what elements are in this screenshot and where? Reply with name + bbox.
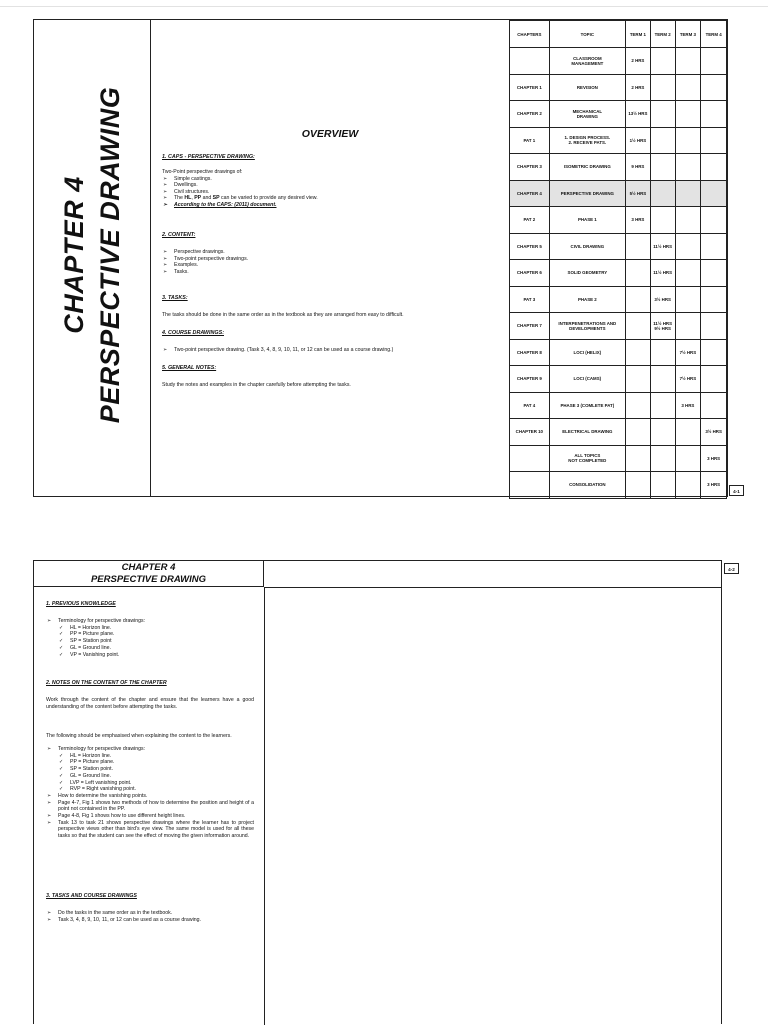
course-list bbox=[162, 347, 502, 354]
term1-cell bbox=[626, 286, 651, 313]
term3-cell bbox=[675, 48, 701, 75]
term4-cell bbox=[701, 286, 727, 313]
header-cell: TERM 4 bbox=[701, 21, 727, 48]
term1-cell: 2 HRS bbox=[626, 48, 651, 75]
list-item: ➢ Perspective drawings. bbox=[162, 249, 502, 256]
term3-cell bbox=[675, 207, 701, 234]
header-cell: TOPIC bbox=[549, 21, 625, 48]
term4-cell bbox=[701, 339, 727, 366]
chapter-cell: CHAPTER 5 bbox=[510, 233, 550, 260]
list-item: ➢ Page 4-8, Fig 1 shows how to use different height lines. bbox=[46, 813, 254, 820]
term1-cell bbox=[626, 260, 651, 287]
term-item: ✓ PP = Picture plane. bbox=[46, 631, 254, 638]
term3-cell bbox=[675, 445, 701, 472]
term2-cell bbox=[650, 101, 675, 128]
table-row bbox=[510, 207, 727, 234]
term3-cell bbox=[675, 127, 701, 154]
table-row bbox=[510, 180, 727, 207]
term1-cell bbox=[626, 445, 651, 472]
tasks-course-heading: 3. TASKS AND COURSE DRAWINGS bbox=[46, 893, 137, 899]
caps-list bbox=[162, 169, 502, 209]
term2-cell bbox=[650, 154, 675, 181]
term-item: ✓ SP = Station point. bbox=[46, 766, 254, 773]
term1-cell bbox=[626, 366, 651, 393]
caps-intro: Two-Point perspective drawings of: bbox=[162, 169, 243, 175]
list-item-caps-reference: ➢ According to the CAPS: (2011) document. bbox=[162, 202, 502, 209]
term2-cell bbox=[650, 207, 675, 234]
course-heading: 4. COURSE DRAWINGS: bbox=[162, 330, 224, 336]
term2-cell bbox=[650, 339, 675, 366]
list-item: ➢ Do the tasks in the same order as in the textbook. bbox=[46, 910, 254, 917]
list-item-view bbox=[162, 195, 502, 202]
term1-cell: 13½ HRS bbox=[626, 101, 651, 128]
term-item: ✓ GL = Ground line. bbox=[46, 645, 254, 652]
caps-heading: 1. CAPS - PERSPECTIVE DRAWING: bbox=[162, 154, 255, 160]
header-cell: TERM 2 bbox=[650, 21, 675, 48]
term3-cell: 7½ HRS bbox=[675, 366, 701, 393]
term3-cell bbox=[675, 233, 701, 260]
chapter-cell: PAT 1 bbox=[510, 127, 550, 154]
term3-cell bbox=[675, 472, 701, 499]
term2-cell bbox=[650, 180, 675, 207]
term1-cell bbox=[626, 472, 651, 499]
term1-cell bbox=[626, 233, 651, 260]
term1-cell bbox=[626, 419, 651, 446]
list-item: ➢ Terminology for perspective drawings: bbox=[46, 746, 254, 753]
term4-cell bbox=[701, 260, 727, 287]
term3-cell bbox=[675, 419, 701, 446]
term1-cell bbox=[626, 339, 651, 366]
term4-cell bbox=[701, 392, 727, 419]
term1-cell bbox=[626, 392, 651, 419]
list-item: ➢ Terminology for perspective drawings: bbox=[46, 618, 254, 625]
term4-cell bbox=[701, 48, 727, 75]
chapter-title: PERSPECTIVE DRAWING bbox=[95, 86, 125, 424]
term-item: ✓ SP = Station point bbox=[46, 638, 254, 645]
header-divider bbox=[264, 587, 721, 588]
text-fragment: The bbox=[174, 195, 185, 202]
term1-cell: 9 HRS bbox=[626, 154, 651, 181]
term4-cell bbox=[701, 154, 727, 181]
chapter-cell: PAT 3 bbox=[510, 286, 550, 313]
topic-cell: PHASE 1 bbox=[549, 207, 625, 234]
page-number-badge: 4-2 bbox=[724, 563, 739, 574]
chapter-cell: CHAPTER 7 bbox=[510, 313, 550, 340]
topic-cell: CLASSROOM MANAGEMENT bbox=[549, 48, 625, 75]
table-row bbox=[510, 233, 727, 260]
topic-cell: PHASE 2 bbox=[549, 286, 625, 313]
term2-cell bbox=[650, 445, 675, 472]
chapter-label: CHAPTER 4 bbox=[121, 562, 176, 573]
term-pp: PP bbox=[194, 195, 202, 202]
topic-cell: MECHANICAL DRAWING bbox=[549, 101, 625, 128]
term2-cell bbox=[650, 74, 675, 101]
list-item: ➢ Dwellings. bbox=[162, 182, 502, 189]
term4-cell bbox=[701, 101, 727, 128]
prev-knowledge-heading: 1. PREVIOUS KNOWLEDGE bbox=[46, 601, 116, 607]
term-item: ✓ HL = Horizon line. bbox=[46, 625, 254, 632]
topic-cell: PHASE 3 (COMLETE PAT) bbox=[549, 392, 625, 419]
term2-cell bbox=[650, 127, 675, 154]
list-item: ➢ How to determine the vanishing points. bbox=[46, 793, 254, 800]
chapter-cell bbox=[510, 48, 550, 75]
term2-cell bbox=[650, 366, 675, 393]
chapter-label: CHAPTER 4 bbox=[59, 176, 89, 334]
topic-cell: ELECTRICAL DRAWING bbox=[549, 419, 625, 446]
list-item: ➢ Two-point perspective drawings. bbox=[162, 256, 502, 263]
table-header-row bbox=[510, 21, 727, 48]
chapter-cell: CHAPTER 10 bbox=[510, 419, 550, 446]
list-item: ➢ Two-point perspective drawing. (Task 3, 4, 8, 9, 10, 11, or 12 can be used as a course drawing.) bbox=[162, 347, 502, 354]
table-row bbox=[510, 419, 727, 446]
chapter-cell: PAT 2 bbox=[510, 207, 550, 234]
term1-cell: 3 HRS bbox=[626, 207, 651, 234]
term4-cell bbox=[701, 366, 727, 393]
chapter-title: PERSPECTIVE DRAWING bbox=[90, 574, 207, 585]
term1-cell: 2 HRS bbox=[626, 74, 651, 101]
term-item: ✓ RVP = Right vanishing point. bbox=[46, 786, 254, 793]
term3-cell: 7½ HRS bbox=[675, 339, 701, 366]
term-item: ✓ PP = Picture plane. bbox=[46, 759, 254, 766]
term4-cell bbox=[701, 313, 727, 340]
term4-cell bbox=[701, 74, 727, 101]
top-divider bbox=[0, 6, 768, 7]
page-header bbox=[34, 561, 264, 587]
term1-cell bbox=[626, 313, 651, 340]
table-row bbox=[510, 445, 727, 472]
chapter-cell: CHAPTER 1 bbox=[510, 74, 550, 101]
table-row bbox=[510, 366, 727, 393]
overview-heading: OVERVIEW bbox=[301, 128, 359, 140]
table-row bbox=[510, 74, 727, 101]
term2-cell bbox=[650, 419, 675, 446]
chapter-cell bbox=[510, 445, 550, 472]
list-item: ➢ Civil structures. bbox=[162, 189, 502, 196]
page-number-badge: 4-1 bbox=[729, 485, 744, 496]
table-row bbox=[510, 48, 727, 75]
list-item: ➢ Task 3, 4, 8, 9, 10, 11, or 12 can be used as a course drawing. bbox=[46, 917, 254, 924]
text-fragment: can be varied to provide any desired view. bbox=[219, 195, 318, 202]
overview-body bbox=[151, 20, 510, 496]
chapter-cell: PAT 4 bbox=[510, 392, 550, 419]
term3-cell bbox=[675, 260, 701, 287]
notes-para-1: Work through the content of the chapter and ensure that the learners have a good understanding of the content before attempting the tasks. bbox=[46, 697, 254, 710]
table-row bbox=[510, 339, 727, 366]
term4-cell bbox=[701, 207, 727, 234]
topic-cell: LOCI (HELIX) bbox=[549, 339, 625, 366]
header-cell: TERM 1 bbox=[626, 21, 651, 48]
term3-cell bbox=[675, 74, 701, 101]
topic-cell: 1. DESIGN PROCESS. 2. RECEIVE PATS. bbox=[549, 127, 625, 154]
term3-cell: 3 HRS bbox=[675, 392, 701, 419]
topic-cell: CONSOLIDATION bbox=[549, 472, 625, 499]
term2-cell: 11½ HRS 9½ HRS bbox=[650, 313, 675, 340]
term-item: ✓ HL = Horizon line. bbox=[46, 753, 254, 760]
text-fragment: , bbox=[191, 195, 195, 202]
topic-cell: PERSPECTIVE DRAWING bbox=[549, 180, 625, 207]
table-row bbox=[510, 313, 727, 340]
content-heading: 2. CONTENT: bbox=[162, 232, 196, 238]
list-item: ➢ Simple castings. bbox=[162, 176, 502, 183]
tasks-text: The tasks should be done in the same order as in the textbook as they are arranged from easy to difficult. bbox=[162, 312, 404, 318]
term3-cell bbox=[675, 154, 701, 181]
text-fragment: and bbox=[201, 195, 213, 202]
term2-cell bbox=[650, 48, 675, 75]
notes-para-2: The following should be emphasised when explaining the content to the learners. bbox=[46, 733, 232, 739]
page-overview bbox=[33, 19, 728, 497]
topic-cell: ISOMETRIC DRAWING bbox=[549, 154, 625, 181]
chapter-title-panel bbox=[34, 20, 151, 496]
term-item: ✓ LVP = Left vanishing point. bbox=[46, 780, 254, 787]
general-text: Study the notes and examples in the chapter carefully before attempting the tasks. bbox=[162, 382, 351, 388]
chapter-cell: CHAPTER 8 bbox=[510, 339, 550, 366]
term2-cell: 11½ HRS bbox=[650, 260, 675, 287]
topic-cell: ALL TOPICS NOT COMPLETED bbox=[549, 445, 625, 472]
term3-cell bbox=[675, 180, 701, 207]
prev-knowledge-list bbox=[46, 618, 254, 658]
term4-cell bbox=[701, 127, 727, 154]
term2-cell bbox=[650, 392, 675, 419]
term2-cell: 3½ HRS bbox=[650, 286, 675, 313]
list-item: ➢ Examples. bbox=[162, 262, 502, 269]
notes-heading: 2. NOTES ON THE CONTENT OF THE CHAPTER bbox=[46, 680, 167, 686]
term4-cell: 3 HRS bbox=[701, 472, 727, 499]
term3-cell bbox=[675, 101, 701, 128]
table-row bbox=[510, 260, 727, 287]
table-row bbox=[510, 127, 727, 154]
term4-cell: 3 HRS bbox=[701, 445, 727, 472]
topic-cell: INTERPENETRATIONS AND DEVELOPMENTS bbox=[549, 313, 625, 340]
list-item: ➢ Tasks. bbox=[162, 269, 502, 276]
term-item: ✓ GL = Ground line. bbox=[46, 773, 254, 780]
topic-cell: REVISION bbox=[549, 74, 625, 101]
tasks-heading: 3. TASKS: bbox=[162, 295, 188, 301]
content-list bbox=[162, 249, 502, 275]
table-row bbox=[510, 154, 727, 181]
term3-cell bbox=[675, 286, 701, 313]
chapter-cell: CHAPTER 6 bbox=[510, 260, 550, 287]
header-cell: CHAPTERS bbox=[510, 21, 550, 48]
topic-cell: SOLID GEOMETRY bbox=[549, 260, 625, 287]
general-heading: 5. GENERAL NOTES: bbox=[162, 365, 217, 371]
list-item: ➢ Page 4-7, Fig 1 shows two methods of how to determine the position and height of a point not contained in the PP. bbox=[46, 800, 254, 813]
chapter-cell bbox=[510, 472, 550, 499]
rotated-title bbox=[56, 45, 128, 465]
chapter-cell: CHAPTER 3 bbox=[510, 154, 550, 181]
term4-cell bbox=[701, 233, 727, 260]
schedule-body bbox=[510, 21, 727, 499]
tasks-course-list bbox=[46, 910, 254, 923]
page-notes bbox=[33, 560, 722, 1024]
table-row bbox=[510, 286, 727, 313]
chapter-cell: CHAPTER 4 bbox=[510, 180, 550, 207]
column-divider bbox=[264, 587, 265, 1025]
topic-cell: CIVIL DRAWING bbox=[549, 233, 625, 260]
notes-list bbox=[46, 746, 254, 840]
term2-cell: 11½ HRS bbox=[650, 233, 675, 260]
term2-cell bbox=[650, 472, 675, 499]
table-row bbox=[510, 101, 727, 128]
list-item: ➢ Task 13 to task 21 shows perspective drawings where the learner has to project perspective views other than bird's eye view. The same model is used for all these tasks so that the student can see the effect of moving the given information around. bbox=[46, 820, 254, 840]
term-item: ✓ VP = Vanishing point. bbox=[46, 652, 254, 659]
topic-cell: LOCI (CAMS) bbox=[549, 366, 625, 393]
table-row bbox=[510, 472, 727, 499]
term-hl: HL bbox=[184, 195, 192, 202]
term-schedule-table bbox=[509, 20, 727, 499]
term1-cell: 1½ HRS bbox=[626, 127, 651, 154]
chapter-cell: CHAPTER 2 bbox=[510, 101, 550, 128]
term3-cell bbox=[675, 313, 701, 340]
term4-cell: 3½ HRS bbox=[701, 419, 727, 446]
chapter-cell: CHAPTER 9 bbox=[510, 366, 550, 393]
table-row bbox=[510, 392, 727, 419]
term4-cell bbox=[701, 180, 727, 207]
header-cell: TERM 3 bbox=[675, 21, 701, 48]
term-sp: SP bbox=[212, 195, 220, 202]
term1-cell: 5½ HRS bbox=[626, 180, 651, 207]
